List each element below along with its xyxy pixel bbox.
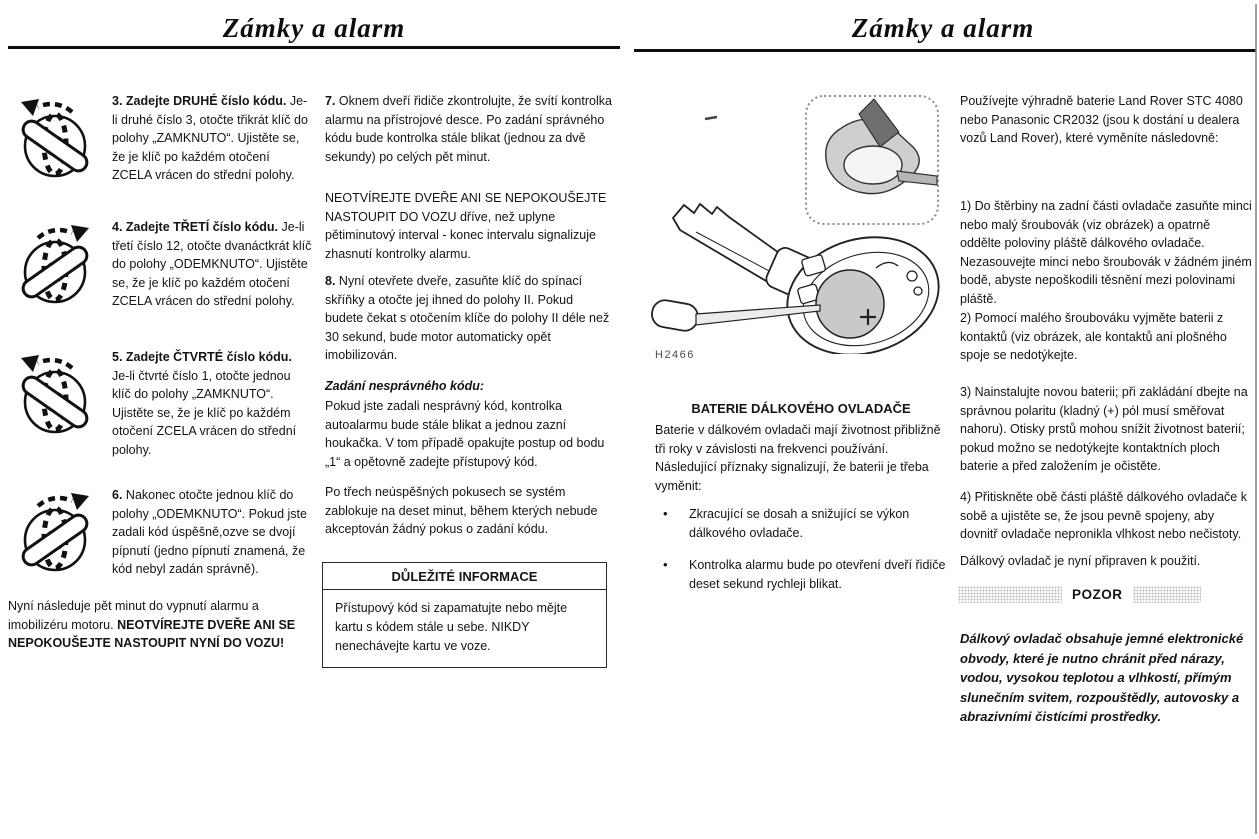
- page-edge-line: [1255, 4, 1257, 834]
- step-6-heading: 6.: [112, 488, 123, 502]
- right-header-rule: [634, 49, 1256, 52]
- important-info-title: DŮLEŽITÉ INFORMACE: [323, 563, 606, 590]
- battery-step-4: 4) Přitiskněte obě části pláště dálkového ovladače k sobě a ujistěte se, že jsou pevně spojeny, aby dovnitř ovladače nepronikla vlhkost nebo nečistoty.: [960, 490, 1247, 541]
- scan-dither-left: [958, 586, 1062, 603]
- right-page-title: Zámky a alarm: [851, 13, 1035, 43]
- bullet-icon: •: [663, 506, 668, 521]
- left-header-rule: [8, 46, 620, 49]
- list-item: [655, 505, 947, 542]
- alarm-wait-warning-normal: Nyní následuje pět minut do vypnutí alarmu a imobilizéru motoru.: [8, 599, 259, 632]
- remote-battery-figure: [650, 72, 945, 354]
- step-7-body: Oknem dveří řidiče zkontrolujte, že svítí kontrolka alarmu na přístrojové desce. Po zadání správného kódu bude kontrolka stále blikat (jednou za dvě sekundy) po celých pět minut.: [325, 94, 612, 164]
- key-turn-counterclockwise-icon: [14, 94, 96, 186]
- step-7-number: 7.: [325, 94, 336, 108]
- battery-type-intro: Používejte výhradně baterie Land Rover STC 4080 nebo Panasonic CR2032 (jsou k dostání u dealera vozů Land Rover), které vyměníte následovně:: [960, 94, 1243, 145]
- remote-ready-line: Dálkový ovladač je nyní připraven k použití.: [960, 554, 1201, 568]
- do-not-enter-warning: NEOTVÍREJTE DVEŘE ANI SE NEPOKOUŠEJTE NASTOUPIT DO VOZU dříve, než uplyne pětiminutový interval - konec intervalu signalizuje zhasnutí kontrolky alarmu.: [325, 191, 607, 261]
- scan-dither-right: [1133, 586, 1201, 603]
- caution-title: POZOR: [1072, 587, 1123, 602]
- important-info-body: Přístupový kód si zapamatujte nebo mějte kartu s kódem stále u sebe. NIKDY nenechávejte kartu ve voze.: [335, 601, 568, 653]
- wrong-code-body: Pokud jste zadali nesprávný kód, kontrolka autoalarmu bude stále blikat a jednou zazní houkačka. V tom případě opakujte postup od bodu „1“ a opětovně zadejte přístupový kód.: [325, 399, 605, 469]
- step-4-heading: 4. Zadejte TŘETÍ číslo kódu.: [112, 220, 279, 234]
- caution-paragraph: Dálkový ovladač obsahuje jemné elektronické obvody, které je nutno chránit před nárazy, vodou, vysokou teplotou a vlhkostí, přímým slunečním svitem, rozpouštědly, autovosky a abrazivními čistícími prostředky.: [960, 631, 1244, 724]
- wrong-code-heading: Zadání nesprávného kódu:: [325, 379, 485, 393]
- step-5: [112, 348, 312, 459]
- key-turn-counterclockwise-icon: [14, 350, 96, 442]
- key-turn-clockwise-icon: [14, 488, 96, 580]
- alarm-wait-warning: [8, 597, 320, 653]
- step-3-heading: 3. Zadejte DRUHÉ číslo kódu.: [112, 94, 287, 108]
- step-6-body: Nakonec otočte jednou klíč do polohy „ODEMKNUTO“. Pokud jste zadali kód úspěšně,ozve se dvojí pípnutí (jedno pípnutí znamená, že kód nebyl zadán správně).: [112, 488, 307, 576]
- step-4-body: Je-li třetí číslo 12, otočte dvanáctkrát klíč do polohy „ODEMKNUTO“. Ujistěte se, že je klíč po každém otočení ZCELA vrácen do střední polohy.: [112, 220, 312, 308]
- step-6: [112, 486, 312, 579]
- step-4: [112, 218, 312, 311]
- step-8-number: 8.: [325, 274, 336, 288]
- caution-banner: [958, 586, 1254, 603]
- key-turn-clockwise-icon: [14, 220, 96, 312]
- step-7: [325, 92, 613, 166]
- important-info-box: [322, 562, 607, 668]
- step-5-heading: 5. Zadejte ČTVRTÉ číslo kódu.: [112, 350, 292, 364]
- step-8: [325, 272, 613, 365]
- battery-section-title: BATERIE DÁLKOVÉHO OVLADAČE: [691, 401, 911, 416]
- battery-section-intro: Baterie v dálkovém ovladači mají životnost přibližně tři roky v závislosti na frekvenci používání. Následující příznaky signalizují, že baterii je třeba vyměnit:: [655, 423, 941, 493]
- step-8-body: Nyní otevřete dveře, zasuňte klíč do spínací skříňky a otočte jej ihned do polohy II. Pokud budete čekat s otočením klíče do polohy II déle než 30 sekund, bude motor automaticky opět imobilizován.: [325, 274, 610, 362]
- battery-step-1: 1) Do štěrbiny na zadní části ovladače zasuňte minci nebo malý šroubovák (viz obrázek) a opatrně oddělte poloviny pláště dálkového ovladače. Nezasouvejte minci nebo šroubovák v žádném jiném bodě, abyste nepoškodili těsnění mezi polovinami pláště.: [960, 199, 1252, 306]
- battery-step-2: 2) Pomocí malého šroubováku vyjměte baterii z kontaktů (viz obrázek, ale kontaktů ani plošného spoje se nedotýkejte.: [960, 311, 1227, 362]
- battery-symptom-1: Zkracující se dosah a snižující se výkon dálkového ovladače.: [689, 507, 910, 540]
- step-3: [112, 92, 312, 185]
- bullet-icon: •: [663, 557, 668, 572]
- left-page-title: Zámky a alarm: [222, 13, 406, 43]
- list-item: [655, 556, 947, 593]
- battery-symptom-2: Kontrolka alarmu bude po otevření dveří řidiče deset sekund rychleji blikat.: [689, 558, 946, 591]
- figure-number: H2466: [655, 349, 695, 361]
- step-3-body: Je-li druhé číslo 3, otočte třikrát klíč do polohy „ZAMKNUTO“. Ujistěte se, že je klíč po každém otočení ZCELA vrácen do střední polohy.: [112, 94, 308, 182]
- lockout-paragraph: Po třech neúspěšných pokusech se systém zablokuje na deset minut, během kterých nebude akceptován žádný pokus o zadání kódu.: [325, 485, 598, 536]
- battery-symptom-list: [655, 505, 947, 607]
- alarm-wait-warning-bold: NEOTVÍREJTE DVEŘE ANI SE NEPOKOUŠEJTE NASTOUPIT NYNÍ DO VOZU!: [8, 617, 296, 650]
- step-5-body: Je-li čtvrté číslo 1, otočte jednou klíč do polohy „ZAMKNUTO“. Ujistěte se, že je klíč po každém otočení ZCELA vrácen do střední polohy.: [112, 368, 297, 457]
- battery-step-3: 3) Nainstalujte novou baterii; při zakládání dbejte na správnou polaritu (kladný (+) pól musí směřovat nahoru). Otisky prstů mohou snížit životnost baterií; pokud možno se nedotýkejte kontaktních ploch baterie a před založením je očistěte.: [960, 385, 1248, 473]
